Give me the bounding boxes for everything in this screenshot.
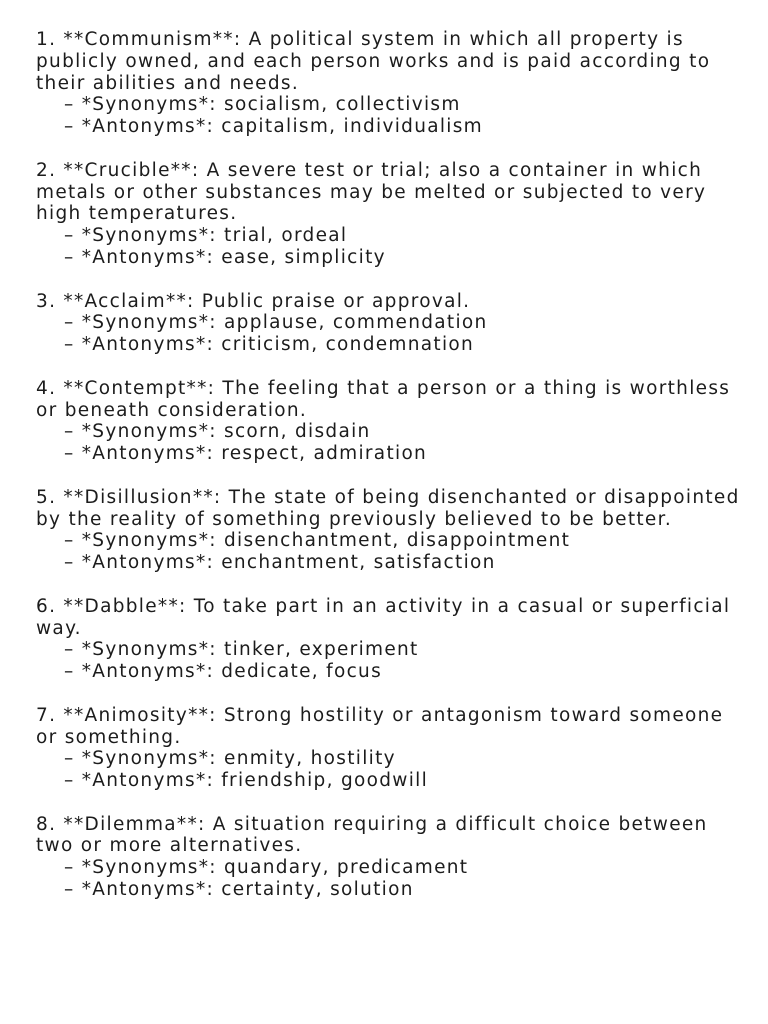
synonyms-line: – *Synonyms*: trial, ordeal <box>64 225 348 247</box>
definition-text: 4. **Contempt**: The feeling that a person or a thing is worthless or beneath consideration. <box>36 377 731 421</box>
definition-text: 8. **Dilemma**: A situation requiring a difficult choice between two or more alternatives. <box>36 813 708 857</box>
vocab-entry-acclaim <box>36 291 746 356</box>
vocab-entry-disillusion <box>36 487 746 574</box>
definition-text: 2. **Crucible**: A severe test or trial; also a container in which metals or other substances may be melted or subjected to very high temperatures. <box>36 159 707 225</box>
synonyms-line: – *Synonyms*: quandary, predicament <box>64 857 469 879</box>
definition-text: 6. **Dabble**: To take part in an activity in a casual or superficial way. <box>36 595 731 639</box>
definition-text: 5. **Disillusion**: The state of being disenchanted or disappointed by the reality of something previously believed to be better. <box>36 486 740 530</box>
synonyms-line: – *Synonyms*: applause, commendation <box>64 312 488 334</box>
antonyms-line: – *Antonyms*: respect, admiration <box>64 443 428 465</box>
antonyms-line: – *Antonyms*: enchantment, satisfaction <box>64 552 496 574</box>
antonyms-line: – *Antonyms*: certainty, solution <box>64 879 414 901</box>
antonyms-line: – *Antonyms*: friendship, goodwill <box>64 770 429 792</box>
antonyms-line: – *Antonyms*: dedicate, focus <box>64 661 383 683</box>
vocab-entry-contempt <box>36 378 746 465</box>
antonyms-line: – *Antonyms*: ease, simplicity <box>64 246 386 268</box>
definition-text: 7. **Animosity**: Strong hostility or antagonism toward someone or something. <box>36 704 724 748</box>
antonyms-line: – *Antonyms*: criticism, condemnation <box>64 334 475 356</box>
synonyms-line: – *Synonyms*: disenchantment, disappointment <box>64 530 571 552</box>
synonyms-line: – *Synonyms*: scorn, disdain <box>64 421 371 443</box>
vocab-entry-communism <box>36 29 746 138</box>
synonyms-line: – *Synonyms*: enmity, hostility <box>64 748 396 770</box>
vocab-entry-crucible <box>36 160 746 269</box>
definition-text: 1. **Communism**: A political system in which all property is publicly owned, and each person works and is paid according to their abilities and needs. <box>36 29 711 94</box>
vocab-entry-dabble <box>36 596 746 683</box>
synonyms-line: – *Synonyms*: tinker, experiment <box>64 639 419 661</box>
vocab-entry-animosity <box>36 705 746 792</box>
synonyms-line: – *Synonyms*: socialism, collectivism <box>64 94 461 116</box>
vocab-entry-dilemma <box>36 814 746 901</box>
vocabulary-document <box>36 29 746 923</box>
definition-text: 3. **Acclaim**: Public praise or approval. <box>36 290 471 312</box>
antonyms-line: – *Antonyms*: capitalism, individualism <box>64 116 483 138</box>
